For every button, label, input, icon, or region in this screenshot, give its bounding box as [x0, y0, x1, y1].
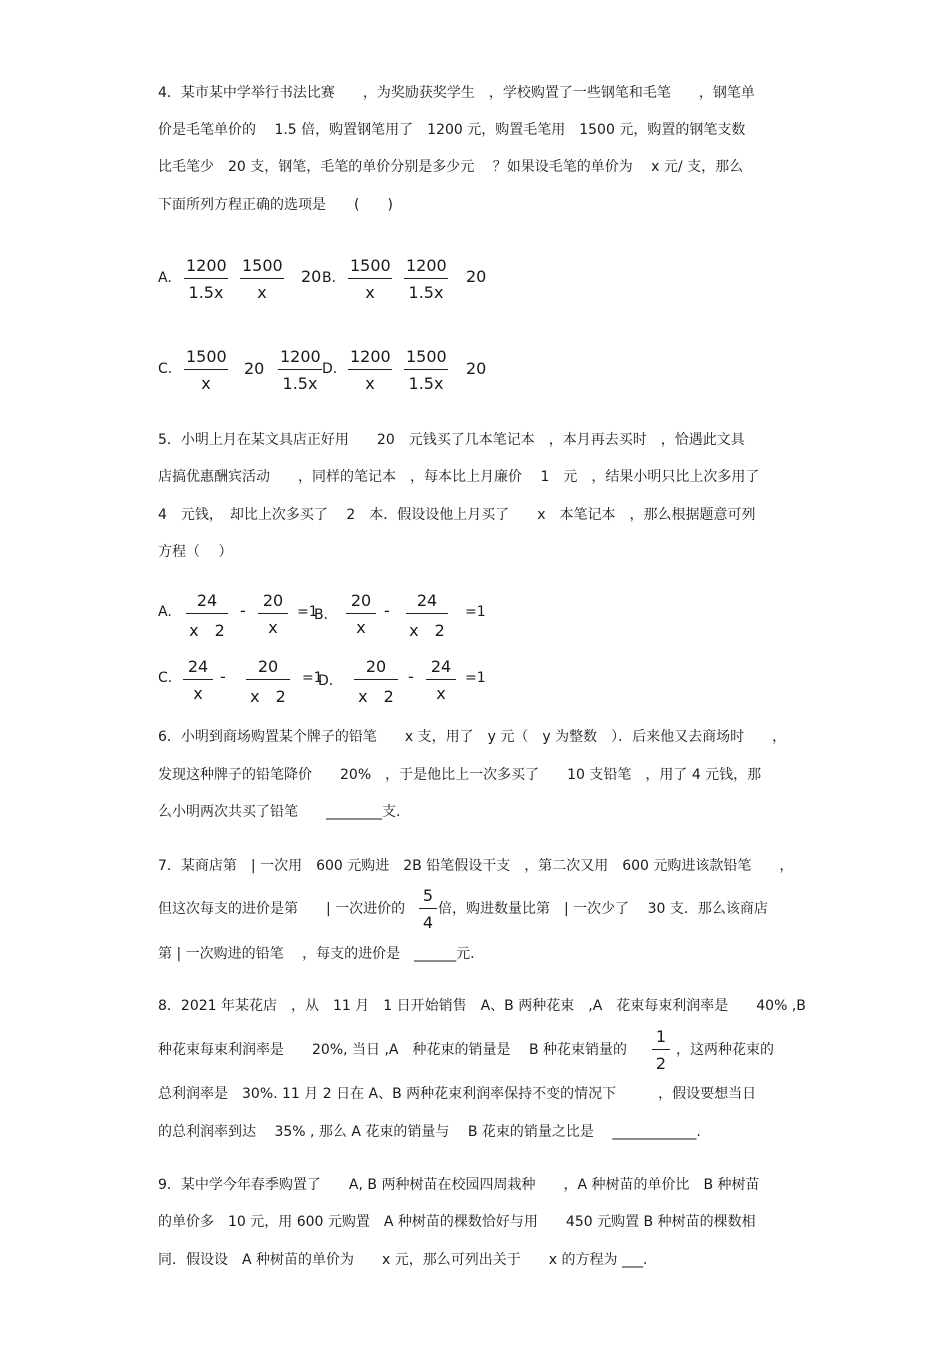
- q4-option-b-fraction-1: $\frac{1500}{x}$: [350, 256, 391, 302]
- q4-option-c-label: C.: [158, 361, 173, 377]
- q7-fraction: $\frac{5}{4}$: [419, 886, 437, 932]
- q5-option-d-fraction-1: $\frac{20}{x 2}$: [354, 657, 398, 707]
- q8-fraction: $\frac{1}{2}$: [652, 1027, 670, 1073]
- q4-option-d-fraction-1: $\frac{1200}{x}$: [350, 347, 391, 393]
- q4-option-c-constant: 20: [244, 359, 265, 378]
- q9-line-1: 9．某中学今年春季购置了 A, B 两种树苗在校园四周栽种 ，A 种树苗的单价比 B 种树苗: [158, 1177, 760, 1193]
- q5-option-d-equals: =1: [465, 670, 486, 686]
- q5-option-c-minus: -: [220, 667, 226, 686]
- q5-option-b-fraction-2: $\frac{24}{x 2}$: [406, 591, 448, 641]
- q5-option-a-label: A.: [158, 604, 172, 620]
- q4-option-b-label: B.: [322, 270, 337, 286]
- q5-option-c-label: C.: [158, 670, 173, 686]
- q5-option-c-fraction-2: $\frac{20}{x 2}$: [246, 657, 290, 707]
- q8-line-3: 总利润率是 30%. 11 月 2 日在 A、B 两种花束利润率保持不变的情况下 ，假设要想当日: [158, 1086, 757, 1102]
- q5-option-c-equals: =1: [302, 670, 323, 686]
- q6-line-3: 么小明两次共买了铅笔 ________支.: [158, 804, 401, 820]
- q5-line-3: 4 元钱， 却比上次多买了 2 本．假设设他上月买了 x 本笔记本 ，那么根据题意可列: [158, 507, 756, 523]
- q8-line-1: 8．2021 年某花店 ，从 11 月 1 日开始销售 A、B 两种花束 ,A 花束每束利润率是 40% ,B: [158, 998, 806, 1014]
- q5-line-2: 店搞优惠酬宾活动 ，同样的笔记本 ，每本比上月廉价 1 元 ，结果小明只比上次多用了: [158, 469, 760, 485]
- q5-option-b-minus: -: [384, 601, 390, 620]
- q4-option-c-fraction-1: $\frac{1500}{x}$: [186, 347, 227, 393]
- q5-option-d-fraction-2: $\frac{24}{x}$: [426, 657, 456, 703]
- q5-option-b-equals: =1: [465, 604, 486, 620]
- q4-line-2: 价是毛笔单价的 1.5 倍，购置钢笔用了 1200 元，购置毛笔用 1500 元，购置的钢笔支数: [158, 122, 746, 138]
- q8-line-2b: ，这两种花束的: [676, 1042, 774, 1058]
- q8-line-4: 的总利润率到达 35% , 那么 A 花束的销量与 B 花束的销量之比是 ____________.: [158, 1124, 701, 1140]
- q5-option-b-label: B．: [314, 607, 338, 623]
- q4-line-3: 比毛笔少 20 支，钢笔，毛笔的单价分别是多少元 ？如果设毛笔的单价为 x 元/ 支，那么: [158, 159, 744, 175]
- q5-option-d-label: D．: [318, 673, 343, 689]
- q5-option-c-fraction-1: $\frac{24}{x}$: [183, 657, 213, 703]
- q7-line-1: 7．某商店第 | 一次用 600 元购进 2B 铅笔假设干支 ，第二次又用 600 元购进该款铅笔 ，: [158, 858, 794, 874]
- q4-line-4: 下面所列方程正确的选项是 ( ): [158, 197, 393, 213]
- q6-line-1: 6．小明到商场购置某个牌子的铅笔 x 支，用了 y 元（ y 为整数 ）．后来他又去商场时 ，: [158, 729, 787, 745]
- q5-option-a-fraction-1: $\frac{24}{x 2}$: [186, 591, 228, 641]
- q7-line-3: 第 | 一次购进的铅笔 ，每支的进价是 ______元.: [158, 946, 475, 962]
- q7-line-2a: 但这次每支的进价是第 | 一次进价的: [158, 901, 406, 917]
- q5-option-d-minus: -: [408, 667, 414, 686]
- q4-line-1: 4．某市某中学举行书法比赛 ，为奖励获奖学生 ，学校购置了一些钢笔和毛笔 ，钢笔单: [158, 85, 755, 101]
- q4-option-a-label: A.: [158, 270, 172, 286]
- q5-option-a-minus: -: [240, 601, 246, 620]
- q4-option-c-fraction-2: $\frac{1200}{1.5x}$: [280, 347, 321, 393]
- q5-option-a-fraction-2: $\frac{20}{x}$: [258, 591, 288, 637]
- q9-line-2: 的单价多 10 元，用 600 元购置 A 种树苗的棵数恰好与用 450 元购置 B 种树苗的棵数相: [158, 1214, 756, 1230]
- q5-option-a-equals: =1: [297, 604, 318, 620]
- q4-option-d-label: D.: [322, 361, 338, 377]
- q9-line-3: 同．假设设 A 种树苗的单价为 x 元，那么可列出关于 x 的方程为 ___.: [158, 1252, 648, 1268]
- q8-line-2a: 种花束每束利润率是 20%, 当日 ,A 种花束的销量是 B 种花束销量的: [158, 1042, 627, 1058]
- q4-option-d-fraction-2: $\frac{1500}{1.5x}$: [406, 347, 447, 393]
- q5-line-1: 5．小明上月在某文具店正好用 20 元钱买了几本笔记本 ，本月再去买时 ，恰遇此文具: [158, 432, 745, 448]
- q4-option-a-constant: 20: [301, 267, 322, 286]
- q6-line-2: 发现这种牌子的铅笔降价 20% ，于是他比上一次多买了 10 支铅笔 ，用了 4 元钱，那: [158, 767, 762, 783]
- q7-line-2b: 倍，购进数量比第 | 一次少了 30 支．那么该商店: [438, 901, 768, 917]
- q4-option-a-fraction-2: $\frac{1500}{x}$: [242, 256, 283, 302]
- q5-line-4: 方程（ ）: [158, 544, 233, 560]
- q4-option-a-fraction-1: $\frac{1200}{1.5x}$: [186, 256, 227, 302]
- q4-option-b-fraction-2: $\frac{1200}{1.5x}$: [406, 256, 447, 302]
- q5-option-b-fraction-1: $\frac{20}{x}$: [346, 591, 376, 637]
- q4-option-d-constant: 20: [466, 359, 487, 378]
- q4-option-b-constant: 20: [466, 267, 487, 286]
